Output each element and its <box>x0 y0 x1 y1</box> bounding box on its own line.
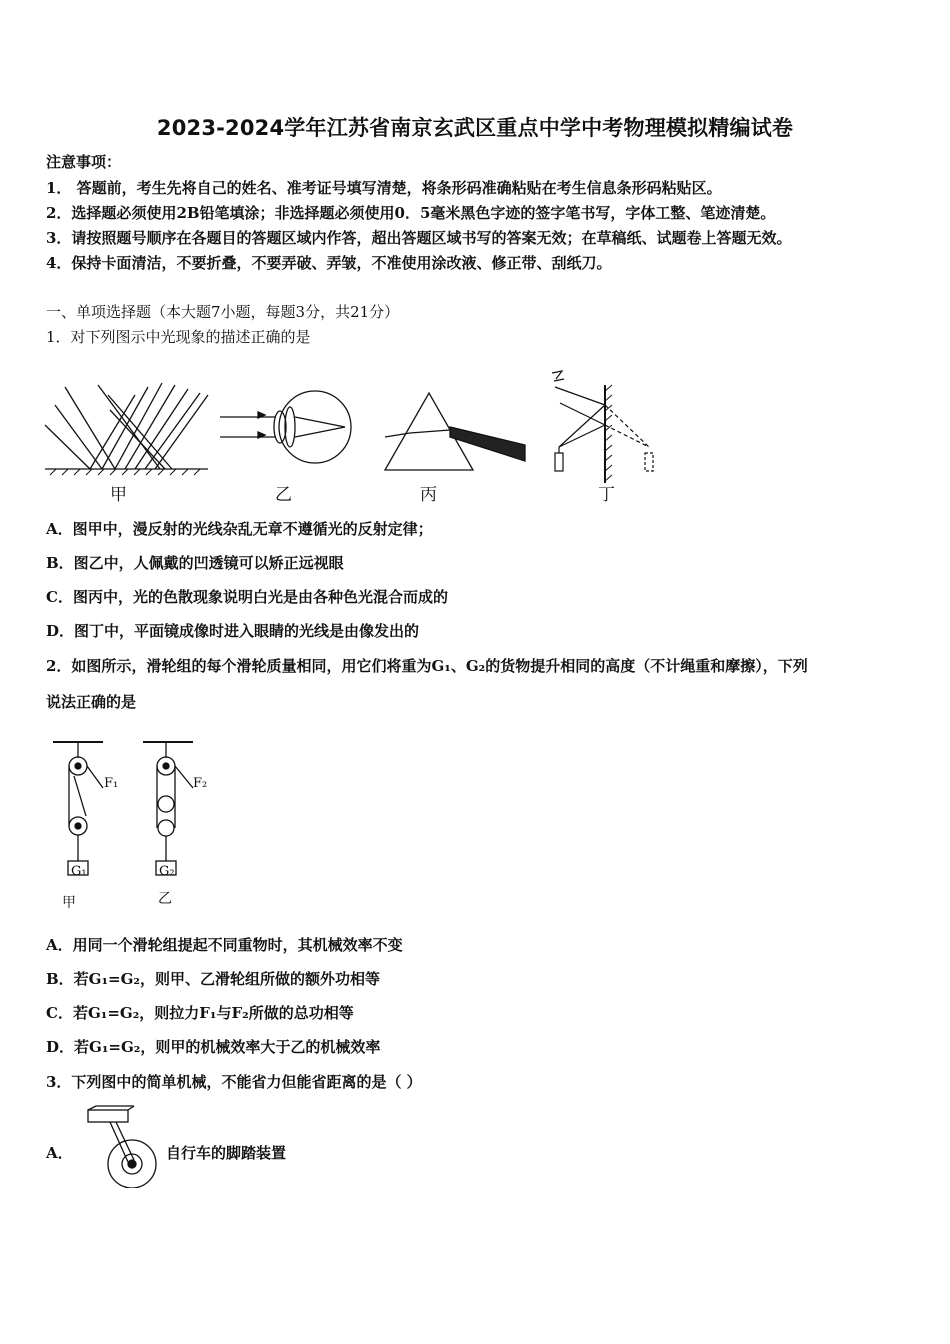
q1-caption-ding: 丁 <box>598 485 615 505</box>
q2-label-f1: F₁ <box>104 776 119 791</box>
q2-label-g2: G₂ <box>159 864 175 879</box>
q2-option-c: C．若G₁=G₂，则拉力F₁与F₂所做的总功相等 <box>46 1004 354 1022</box>
q3-option-a-text: 自行车的脚踏装置 <box>166 1144 287 1162</box>
notice-item-1: 1． 答题前，考生先将自己的姓名、准考证号填写清楚，将条形码准确粘贴在考生信息条形码粘贴区。 <box>46 179 722 197</box>
q1-caption-yi: 乙 <box>275 485 292 505</box>
q2-caption-yi: 乙 <box>158 891 172 907</box>
q2-stem-line1: 2．如图所示，滑轮组的每个滑轮质量相同，用它们将重为G₁、G₂的货物提升相同的高度（不计绳重和摩擦），下列 <box>46 657 808 675</box>
q2-option-b: B．若G₁=G₂，则甲、乙滑轮组所做的额外功相等 <box>46 970 381 988</box>
section-heading: 一、单项选择题（本大题7小题，每题3分，共21分） <box>46 303 400 321</box>
q1-option-a: A．图甲中，漫反射的光线杂乱无章不遵循光的反射定律； <box>46 520 433 538</box>
q1-option-b: B．图乙中，人佩戴的凹透镜可以矫正远视眼 <box>46 554 344 572</box>
eye-lens-figure <box>220 391 351 463</box>
q2-stem-line2: 说法正确的是 <box>46 693 137 711</box>
q3-stem: 3．下列图中的简单机械，不能省力但能省距离的是（ ） <box>46 1073 422 1091</box>
q2-option-d: D．若G₁=G₂，则甲的机械效率大于乙的机械效率 <box>46 1038 381 1056</box>
q1-option-c: C．图丙中，光的色散现象说明白光是由各种色光混合而成的 <box>46 588 448 606</box>
page-title: 2023-2024学年江苏省南京玄武区重点中学中考物理模拟精编试卷 <box>156 116 794 140</box>
prism-dispersion-figure <box>385 393 525 470</box>
q2-option-a: A．用同一个滑轮组提起不同重物时，其机械效率不变 <box>46 936 403 954</box>
notice-item-2: 2．选择题必须使用2B铅笔填涂；非选择题必须使用0．5毫米黑色字迹的签字笔书写，字体工整、笔迹清楚。 <box>46 204 776 222</box>
bicycle-pedal-figure <box>80 1104 162 1188</box>
q3-option-a-letter: A． <box>46 1144 73 1162</box>
diffuse-reflection-figure <box>45 383 208 475</box>
q2-caption-jia: 甲 <box>62 895 76 911</box>
q1-caption-bing: 丙 <box>420 485 437 505</box>
q1-figure <box>40 365 660 505</box>
q1-option-d: D．图丁中，平面镜成像时进入眼睛的光线是由像发出的 <box>46 622 420 640</box>
plane-mirror-figure <box>552 371 653 483</box>
q1-stem: 1．对下列图示中光现象的描述正确的是 <box>46 328 311 346</box>
notice-heading: 注意事项： <box>46 153 122 171</box>
notice-item-3: 3．请按照题号顺序在各题目的答题区域内作答，超出答题区域书写的答案无效；在草稿纸、试题卷上答题无效。 <box>46 229 792 247</box>
q1-caption-jia: 甲 <box>110 485 127 505</box>
q2-label-f2: F₂ <box>193 776 208 791</box>
q2-label-g1: G₁ <box>71 864 87 879</box>
notice-item-4: 4．保持卡面清洁，不要折叠，不要弄破、弄皱，不准使用涂改液、修正带、刮纸刀。 <box>46 254 612 272</box>
